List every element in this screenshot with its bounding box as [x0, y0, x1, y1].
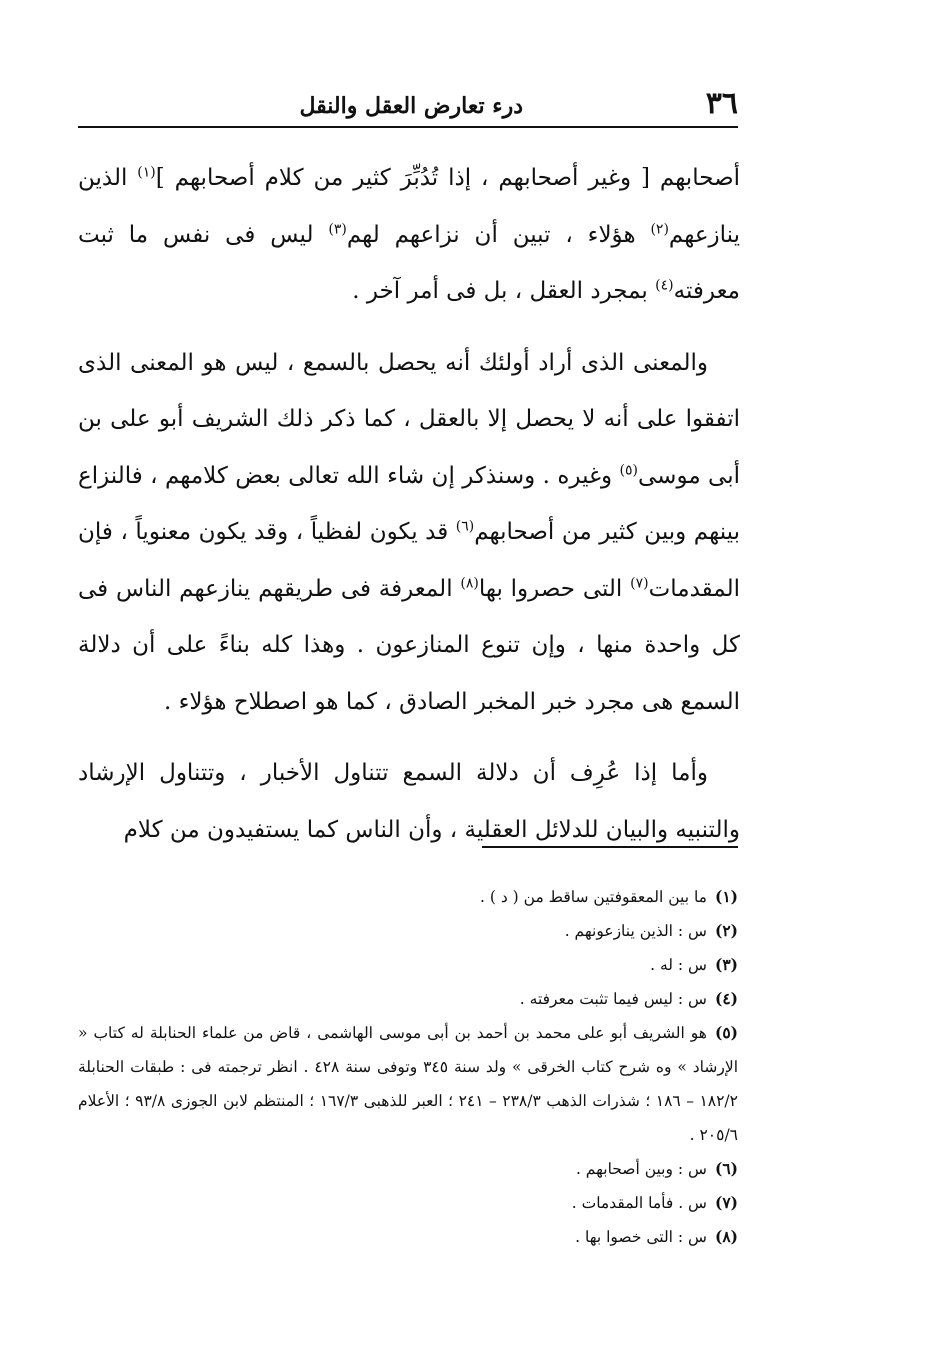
footnote-text: س : وبين أصحابهم .: [575, 1160, 707, 1178]
footnote-2: [78, 914, 738, 948]
footnote-number: (٢): [714, 921, 738, 940]
footnote-5: [78, 1016, 738, 1152]
footnote-text: س . فأما المقدمات .: [571, 1194, 707, 1212]
footnotes: [78, 880, 738, 1254]
footnote-number: (٨): [714, 1227, 738, 1246]
text-segment: قد يكون لفظياً ، وقد يكون معنوياً ، فإن المقدمات: [78, 519, 740, 602]
paragraph-2: [78, 335, 740, 731]
footnote-ref-3: (٣): [328, 220, 347, 237]
text-segment: أصحابهم [ وغير أصحابهم ، إذا تُدُبِّرَ كثير من كلام أصحابهم ]: [155, 165, 740, 191]
text-segment: التى حصروا بها: [478, 575, 631, 602]
footnote-6: [78, 1152, 738, 1186]
footnote-number: (٥): [714, 1023, 738, 1042]
footnote-text: هو الشريف أبو على محمد بن أحمد بن أبى موسى الهاشمى ، قاض من علماء الحنابلة له كتاب « الإرشاد » وه شرح كتاب الخرقى » ولد سنة ٣٤٥ وتوفى سنة ٤٢٨ . انظر ترجمته فى : طبقات الحنابلة ١٨٢/٢ – ١٨٦ ؛ شذرات الذهب ٢٣٨/٣ – ٢٤١ ؛ العبر للذهبى ١٦٧/٣ ؛ المنتظم لابن الجوزى ٩٣/٨ ؛ الأعلام ٢٠٥/٦ .: [78, 1024, 739, 1144]
page-number: ٣٦: [705, 86, 738, 121]
footnote-text: س : التى خصوا بها .: [575, 1228, 707, 1246]
footnote-ref-6: (٦): [455, 518, 475, 535]
footnote-ref-8: (٨): [460, 574, 479, 591]
footnote-text: ما بين المعقوفتين ساقط من ( د ) .: [480, 888, 707, 906]
footnote-4: [78, 982, 738, 1016]
page-header: [78, 84, 738, 124]
footnote-3: [78, 948, 738, 982]
footnote-7: [78, 1186, 738, 1220]
main-text: [78, 150, 740, 873]
header-rule: [78, 126, 738, 128]
footnote-number: (١): [714, 887, 738, 906]
footnote-1: [78, 880, 738, 914]
footnote-8: [78, 1220, 738, 1254]
footnote-number: (٤): [714, 989, 738, 1008]
footnote-ref-2: (٢): [650, 220, 669, 237]
paragraph-1: [78, 150, 740, 320]
footnote-ref-4: (٤): [655, 277, 674, 294]
footnote-ref-1: (١): [137, 164, 156, 181]
footnote-ref-7: (٧): [630, 574, 649, 591]
text-segment: وغيره . وسنذكر إن شاء الله تعالى بعض كلامهم ، فالنزاع بينهم وبين كثير من أصحابهم: [78, 462, 741, 545]
footnote-text: س : ليس فيما تثبت معرفته .: [519, 990, 707, 1008]
footnote-ref-5: (٥): [619, 461, 638, 478]
text-segment: المعرفة فى طريقهم ينازعهم الناس فى كل واحدة منها ، وإن تنوع المنازعون . وهذا كله بناءً على أن دلالة السمع هى مجرد خبر المخبر الصادق ، كما هو اصطلاح هؤلاء .: [78, 575, 740, 715]
running-title: درء تعارض العقل والنقل: [299, 93, 523, 119]
text-segment: والمعنى الذى أراد أولئك أنه يحصل بالسمع ، ليس هو المعنى الذى اتفقوا على أنه لا يحصل إلا بالعقل ، كما ذكر ذلك الشريف أبو على بن أبى موسى: [78, 349, 740, 489]
text-segment: بمجرد العقل ، بل فى أمر آخر .: [352, 278, 656, 304]
text-segment: الذين ينازعهم: [78, 165, 740, 248]
footnote-text: س : له .: [650, 956, 707, 974]
footnote-number: (٦): [714, 1159, 738, 1178]
text-segment: ليس فى نفس ما ثبت معرفته: [78, 221, 740, 304]
text-segment: هؤلاء ، تبين أن نزاعهم لهم: [346, 221, 651, 248]
footnote-text: س : الذين ينازعونهم .: [564, 922, 707, 940]
footnote-number: (٣): [714, 955, 738, 974]
footnote-number: (٧): [714, 1193, 738, 1212]
footnote-separator: [482, 846, 738, 848]
paragraph-3: [78, 745, 740, 858]
text-segment: وأما إذا عُرِف أن دلالة السمع تتناول الأخبار ، وتتناول الإرشاد والتنبيه والبيان للدلائل العقلية ، وأن الناس كما يستفيدون من كلام: [78, 760, 740, 843]
